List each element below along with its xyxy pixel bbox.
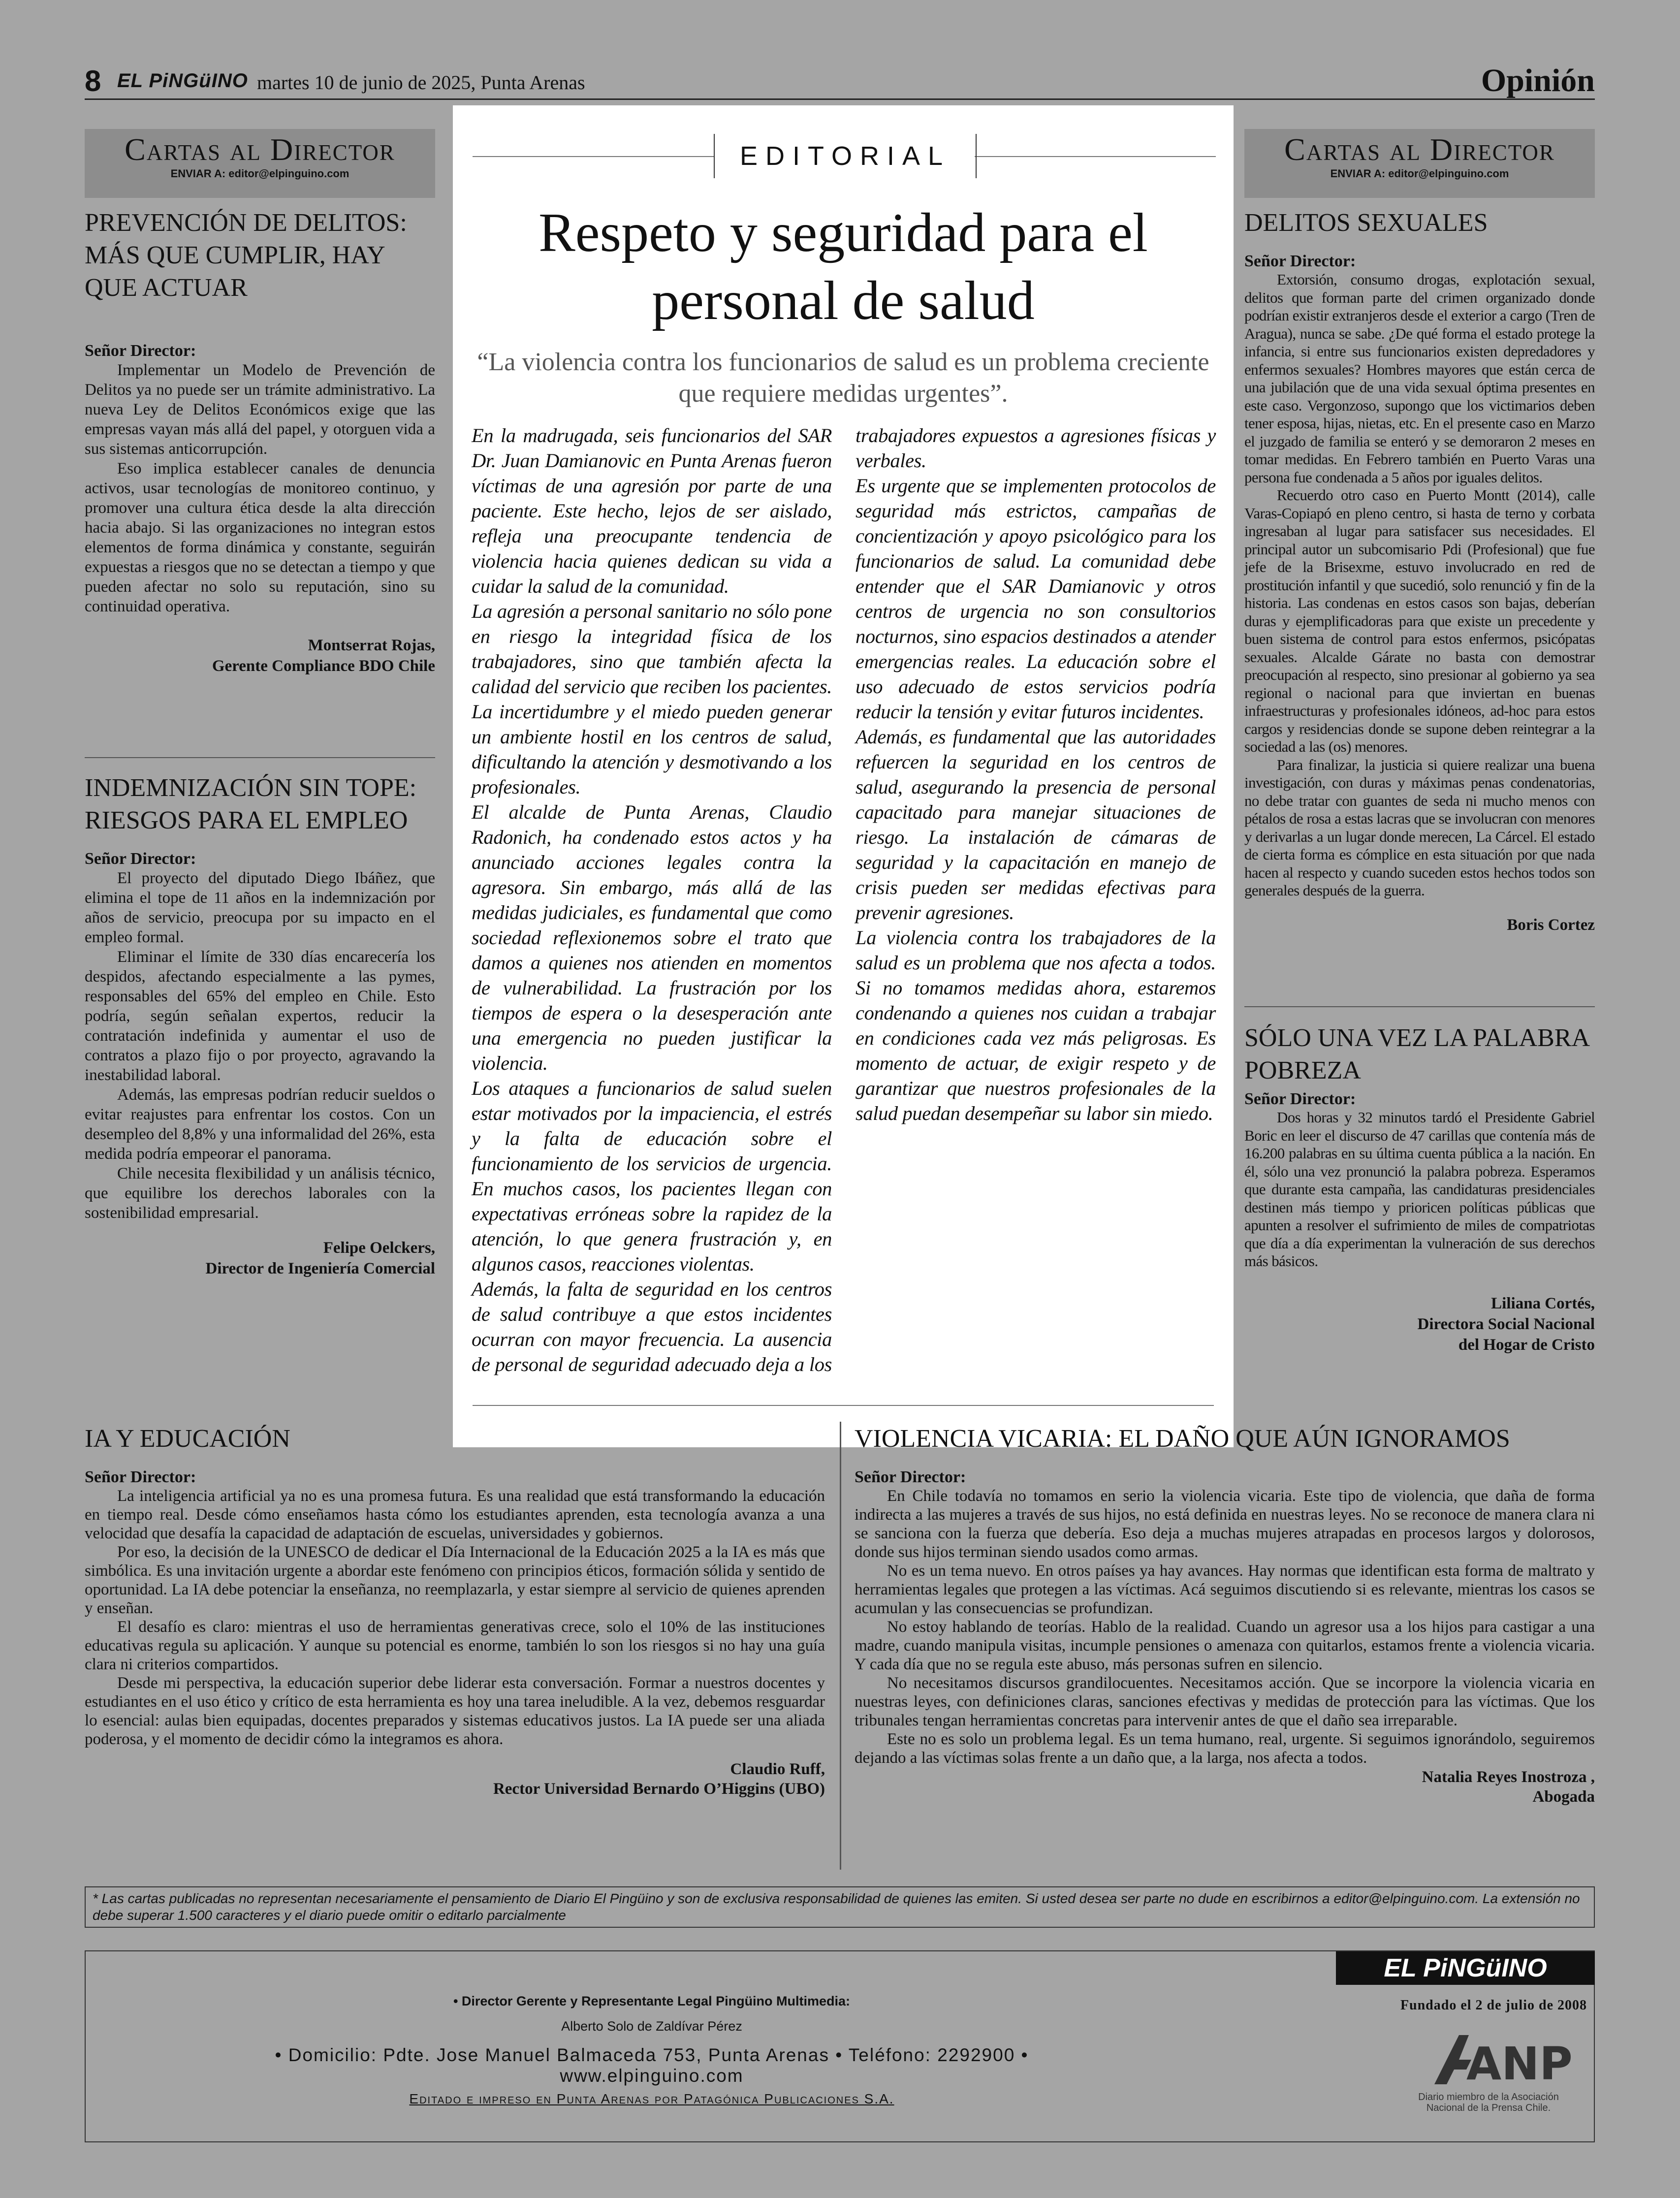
signature-name: Claudio Ruff,: [730, 1760, 825, 1778]
footer-printed-by: Editado e impreso en Punta Arenas por Patagónica Publicaciones S.A.: [409, 2091, 894, 2106]
editorial-title: Respeto y seguridad para el personal de salud: [539, 202, 1148, 331]
editorial-paragraph: El alcalde de Punta Arenas, Claudio Radonich, ha condenado estos actos y ha anunciado acciones legales contra la agresora. Sin embargo, más allá de las medidas judiciales, es fundamental que como sociedad reflexionemos sobre el trato que damos a quienes nos atienden en momentos de vulnerabilidad. La frustración por los tiempos de espera o la desesperación ante una emergencia no pueden justificar la violencia.: [472, 801, 832, 1074]
letter-paragraph: Implementar un Modelo de Prevención de Delitos ya no puede ser un trámite administrativo. La nueva Ley de Delitos Económicos exige que las empresas vayan más allá del papel, y otorguen vida a sus sistemas anticorrupción.: [85, 361, 435, 458]
cartas-box-left: [85, 129, 435, 198]
signature-role: Gerente Compliance BDO Chile: [212, 657, 435, 675]
editorial-paragraph: La agresión a personal sanitario no sólo pone en riesgo la integridad física de los trabajadores, sino que también afecta la calidad del servicio que reciben los pacientes. La incertidumbre y el miedo pueden generar un ambiente hostil en los centros de salud, dificultando la atención y desmotivando a los profesionales.: [472, 600, 832, 798]
letter-greeting: Señor Director:: [85, 850, 196, 868]
masthead-brand: EL PiNGüINO: [117, 70, 248, 92]
footer-info: [184, 1986, 1119, 2107]
letter-title: INDEMNIZACIÓN SIN TOPE: RIESGOS PARA EL EMPLEO: [85, 774, 417, 834]
letter-ia-educacion: [85, 1423, 825, 1799]
letter-greeting: Señor Director:: [85, 342, 196, 360]
letter-paragraph: Recuerdo otro caso en Puerto Montt (2014), calle Varas-Copiapó en pleno centro, si hasta de terno y corbata ingresaban al lugar para satisfacer sus necesidades. El principal autor un subcomisario Pdi (Profesional) que fue jefe de la Brisexme, estuvo involucrado en red de prostitución infantil y que sucedió, solo renunció y fin de la historia. Las condenas en estos casos son bajas, deberían duras y ejemplificadoras para que existe un precedente y buen sistema de control para estos enfermos, psicópatas sexuales. Alcalde Gárate no basta con demostrar preocupación al respecto, sino presionar al gobierno ya sea regional o nacional para que inviertan en buenas infraestructuras y profesionales idóneos, ad-hoc para estos cargos y residencias donde se supone deben reintegrar a la sociedad a las (os) menores.: [1244, 486, 1595, 755]
signature-name: Liliana Cortés,: [1491, 1294, 1595, 1312]
footer-director-label: • Director Gerente y Representante Legal Pingüino Multimedia:: [453, 1994, 851, 2008]
footer-logo: EL PiNGüINO: [1336, 1951, 1595, 1985]
signature-name: Felipe Oelckers,: [323, 1239, 435, 1257]
editorial-subtitle: “La violencia contra los funcionarios de salud es un problema creciente que requiere medidas urgentes”.: [477, 348, 1209, 408]
letter-paragraph: Chile necesita flexibilidad y un análisis técnico, que equilibre los derechos laborales con la sostenibilidad empresarial.: [85, 1165, 435, 1222]
letter-greeting: Señor Director:: [85, 1468, 196, 1486]
letter-paragraph: Además, las empresas podrían reducir sueldos o evitar reajustes para enfrentar los costos. Con un desempleo del 8,8% y una informalidad del 26%, esta medida podría empeorar el panorama.: [85, 1086, 435, 1163]
column-divider: [840, 1422, 841, 1870]
letter-signature: [855, 1767, 1595, 1807]
date-line: martes 10 de junio de 2025, Punta Arenas: [257, 71, 585, 94]
footer-founded: Fundado el 2 de julio de 2008: [1400, 1998, 1587, 2013]
signature-name: Natalia Reyes Inostroza ,: [1422, 1768, 1595, 1786]
editorial-bottom-rule: [473, 1405, 1214, 1406]
letter-signature: [85, 635, 435, 676]
anp-logo-text: ANP: [1466, 2038, 1573, 2090]
anp-logo: [1405, 2030, 1572, 2129]
letter-delitos-sexuales: [1244, 207, 1595, 935]
footer-director-name: Alberto Solo de Zaldívar Pérez: [561, 2019, 742, 2034]
editorial-label-box: [714, 134, 977, 178]
letter-title: IA Y EDUCACIÓN: [85, 1425, 290, 1453]
editorial-body: [472, 423, 1216, 1412]
letter-paragraph: No estoy hablando de teorías. Hablo de la realidad. Cuando un agresor usa a los hijos para castigar a una madre, cuando manipula visitas, incumple pensiones o amenaza con quitarlos, estamos frente a violencia vicaria. Y cada día que no se regula este abuso, más personas sufren en silencio.: [855, 1618, 1595, 1673]
letter-paragraph: Este no es solo un problema legal. Es un tema humano, real, urgente. Si seguimos ignorándolo, seguiremos dejando a las víctimas solas frente a un daño que, a la larga, nos afecta a todos.: [855, 1730, 1595, 1767]
disclaimer-notice: * Las cartas publicadas no representan necesariamente el pensamiento de Diario El Pingüino y son de exclusiva responsabilidad de quienes las emiten. Si usted desea ser parte no dude en escribirnos a editor@elpinguino.com. La extensión no debe superar 1.500 caracteres y el diario puede omitir o editarlo parcialmente: [85, 1886, 1595, 1928]
letter-paragraph: Para finalizar, la justicia si quiere realizar una buena investigación, con duras y máximas penas condenatorias, no debe tratar con guantes de seda ni mucho menos con pétalos de rosa a estas lacras que se involucran con menores y derivarlas a un lugar donde merecen, La Cárcel. El estado de cierta forma es cómplice en esta situación por que nada hacen al respecto y cuando suceden estos hechos todos son generales después de la guerra.: [1244, 756, 1595, 899]
letter-signature: [85, 1238, 435, 1279]
letter-prevencion: [85, 207, 435, 676]
signature-role: Director de Ingeniería Comercial: [205, 1260, 435, 1277]
letter-paragraph: La inteligencia artificial ya no es una promesa futura. Es una realidad que está transformando la educación en tiempo real. Desde cómo enseñamos hasta cómo los estudiantes aprenden, esta tecnología avanza a una velocidad que desafía la capacidad de adaptación de escuelas, universidades y gobiernos.: [85, 1487, 825, 1542]
letter-title: VIOLENCIA VICARIA: EL DAÑO QUE AÚN IGNORAMOS: [855, 1425, 1510, 1453]
letter-paragraph: Extorsión, consumo drogas, explotación sexual, delitos que forman parte del crimen organizado donde podrían existir extranjeros desde el exterior a cargo (Tren de Aragua), nunca se sabe. ¿De qué forma el estado protege la infancia, si entre sus funcionarios existen depredadores y enfermos sexuales? Hombres mayores que están cerca de una jubilación que de una vida sexual óptima presentes en este caso. Vergonzoso, supongo que los victimarios deben tener esposa, hijas, nietas, etc. En el presente caso en Marzo el juzgado de familia se enteró y se demoraron 2 meses en tomar medidas. En Febrero también en Puerto Varas una persona fue condenada a 5 años por iguales delitos.: [1244, 271, 1595, 486]
cartas-email: ENVIAR A: editor@elpinguino.com: [1330, 167, 1509, 180]
editorial-rule-right: [975, 156, 1216, 157]
editorial-rule-left: [473, 156, 714, 157]
anp-caption: Diario miembro de la Asociación Nacional de la Prensa Chile.: [1418, 2092, 1559, 2113]
letter-indemnizacion: [85, 772, 435, 1279]
page-header: [85, 59, 1595, 103]
divider: [1244, 1006, 1595, 1007]
page-footer: [85, 1950, 1595, 2142]
letter-signature: [1244, 1293, 1595, 1355]
editorial-paragraph: Además, es fundamental que las autoridades refuercen la seguridad en los centros de salud, asegurando la presencia de personal capacitado para manejar situaciones de riesgo. La instalación de cámaras de seguridad y la capacitación en manejo de crisis pueden ser medidas efectivas para prevenir agresiones.: [856, 726, 1216, 924]
editorial-paragraph: Los ataques a funcionarios de salud suelen estar motivados por la impaciencia, el estrés y la falta de educación sobre el funcionamiento de los servicios de urgencia. En muchos casos, los pacientes llegan con expectativas erróneas sobre la rapidez de la atención, lo que genera frustración y, en algunos casos, reacciones violentas.: [472, 1077, 832, 1275]
divider: [85, 757, 435, 758]
editorial-paragraph: Además, la falta de seguridad en los centros de salud contribuye a que estos incidentes ocurran con mayor frecuencia. La ausencia de personal de seguridad adecuado deja a los trabajadores expuestos a agresiones físicas y verbales.: [472, 424, 1216, 1375]
cartas-box-right: [1244, 129, 1595, 198]
letter-greeting: Señor Director:: [855, 1468, 966, 1486]
letter-paragraph: No es un tema nuevo. En otros países ya hay avances. Hay normas que identifican esta forma de maltrato y herramientas legales que protegen a las víctimas. Acá seguimos discutiendo si es relevante, mientras los casos se acumulan y las consecuencias se profundizan.: [855, 1562, 1595, 1617]
footer-contact: • Domicilio: Pdte. Jose Manuel Balmaceda 753, Punta Arenas • Teléfono: 2292900 • www.elpinguino.com: [275, 2045, 1029, 2086]
cartas-title: Cartas al Director: [125, 132, 395, 167]
editorial-paragraph: Es urgente que se implementen protocolos de seguridad más estrictos, campañas de concientización y apoyo psicológico para los funcionarios de salud. La comunidad debe entender que el SAR Damianovic y otros centros de urgencia no son consultorios nocturnos, sino espacios destinados a atender emergencias reales. La educación sobre el uso adecuado de estos servicios podría reducir la tensión y evitar futuros incidentes.: [856, 475, 1216, 723]
letter-paragraph: No necesitamos discursos grandilocuentes. Necesitamos acción. Que se incorpore la violencia vicaria en nuestras leyes, con definiciones claras, sanciones efectivas y medidas de protección para las víctimas. Que los tribunales tengan herramientas concretas para intervenir antes de que el daño sea irreparable.: [855, 1674, 1595, 1729]
letter-paragraph: Desde mi perspectiva, la educación superior debe liderar esta conversación. Formar a nuestros docentes y estudiantes en el uso ético y crítico de esta herramienta es hoy una tarea ineludible. A la vez, debemos resguardar lo esencial: aulas bien equipadas, docentes preparados y sistemas educativos justos. La IA puede ser una aliada poderosa, y el momento de decidir cómo la integramos es ahora.: [85, 1674, 825, 1748]
letter-paragraph: El proyecto del diputado Diego Ibáñez, que elimina el tope de 11 años en la indemnización por años de servicio, preocupa por su impacto en el empleo formal.: [85, 869, 435, 946]
header-rule: [85, 98, 1595, 100]
letter-pobreza: [1244, 1022, 1595, 1355]
letter-paragraph: Dos horas y 32 minutos tardó el Presidente Gabriel Boric en leer el discurso de 47 carillas que contenía más de 16.200 palabras en su última cuenta pública a la nación. En él, sólo una vez pronunció la palabra pobreza. Esperamos que durante esta campaña, las candidaturas presidenciales destinen más tiempo y prioricen políticas públicas que apunten a resolver el sufrimiento de miles de compatriotas que día a día experimentan la vulneración de sus derechos más básicos.: [1244, 1109, 1595, 1270]
signature-org: del Hogar de Cristo: [1458, 1336, 1595, 1354]
letter-signature: [1244, 915, 1595, 935]
letter-title: PREVENCIÓN DE DELITOS: MÁS QUE CUMPLIR, HAY QUE ACTUAR: [85, 209, 407, 302]
editorial-paragraph: En la madrugada, seis funcionarios del SAR Dr. Juan Damianovic en Punta Arenas fueron víctimas de una agresión por parte de una paciente. Este hecho, lejos de ser aislado, refleja una preocupante tendencia de violencia hacia quienes dedican su vida a cuidar la salud de la comunidad.: [472, 424, 832, 597]
letter-paragraph: Eliminar el límite de 330 días encarecería los despidos, afectando especialmente a las pymes, responsables del 65% del empleo en Chile. Esto podría, según señalan expertos, reducir la contratación indefinida y aumentar el uso de contratos a plazo fijo o por proyecto, agravando la inestabilidad laboral.: [85, 948, 435, 1084]
signature-role: Rector Universidad Bernardo O’Higgins (UBO): [493, 1780, 825, 1798]
cartas-title: Cartas al Director: [1284, 132, 1555, 167]
signature-name: Boris Cortez: [1507, 916, 1595, 934]
letter-title: SÓLO UNA VEZ LA PALABRA POBREZA: [1244, 1024, 1589, 1084]
letter-greeting: Señor Director:: [1244, 252, 1356, 270]
letter-paragraph: El desafío es claro: mientras el uso de herramientas generativas crece, solo el 10% de las instituciones educativas regula su aplicación. Y aunque su potencial es enorme, también lo son los riesgos si no hay una guía clara ni criterios compartidos.: [85, 1618, 825, 1673]
signature-role: Abogada: [1532, 1788, 1595, 1806]
editorial-panel: [453, 105, 1234, 1447]
page-number: 8: [85, 64, 101, 97]
letter-title: DELITOS SEXUALES: [1244, 209, 1488, 237]
letter-paragraph: Eso implica establecer canales de denuncia activos, usar tecnologías de monitoreo continuo, y promover una cultura ética desde la alta dirección hacia abajo. Si las organizaciones no integran estos elementos de forma dinámica y constante, seguirán expuestas a riesgos que no se detectan a tiempo y que pueden afectar no solo su reputación, sino su continuidad operativa.: [85, 460, 435, 615]
letter-paragraph: En Chile todavía no tomamos en serio la violencia vicaria. Este tipo de violencia, que daña de forma indirecta a las mujeres a través de sus hijos, no está definida en nuestras leyes. No se reconoce de manera clara ni se sanciona con la fuerza que debería. Eso deja a muchas mujeres atrapadas en procesos largos y dolorosos, donde sus hijos terminan siendo usados como armas.: [855, 1487, 1595, 1561]
letter-signature: [85, 1759, 825, 1799]
letter-paragraph: Por eso, la decisión de la UNESCO de dedicar el Día Internacional de la Educación 2025 a la IA es más que simbólica. Es una invitación urgente a abordar este fenómeno con principios éticos, formación sólida y sentido de oportunidad. La IA debe potenciar la enseñanza, no reemplazarla, y estar siempre al servicio de quienes aprenden y enseñan.: [85, 1543, 825, 1617]
editorial-paragraph: La violencia contra los trabajadores de la salud es un problema que nos afecta a todos. Si no tomamos medidas ahora, estaremos condenando a quienes nos cuidan a trabajar en condiciones cada vez más peligrosas. Es momento de actuar, de exigir respeto y de garantizar que nuestros profesionales de la salud puedan desempeñar su labor sin miedo.: [856, 926, 1216, 1124]
letter-greeting: Señor Director:: [1244, 1090, 1356, 1108]
letter-violencia-vicaria: [855, 1423, 1595, 1807]
signature-role: Directora Social Nacional: [1417, 1315, 1595, 1333]
editorial-label: EDITORIAL: [739, 141, 951, 171]
signature-name: Montserrat Rojas,: [308, 637, 435, 654]
anp-logo-mark: [1425, 2030, 1573, 2090]
cartas-email: ENVIAR A: editor@elpinguino.com: [170, 167, 349, 180]
section-title: Opinión: [1481, 63, 1595, 98]
